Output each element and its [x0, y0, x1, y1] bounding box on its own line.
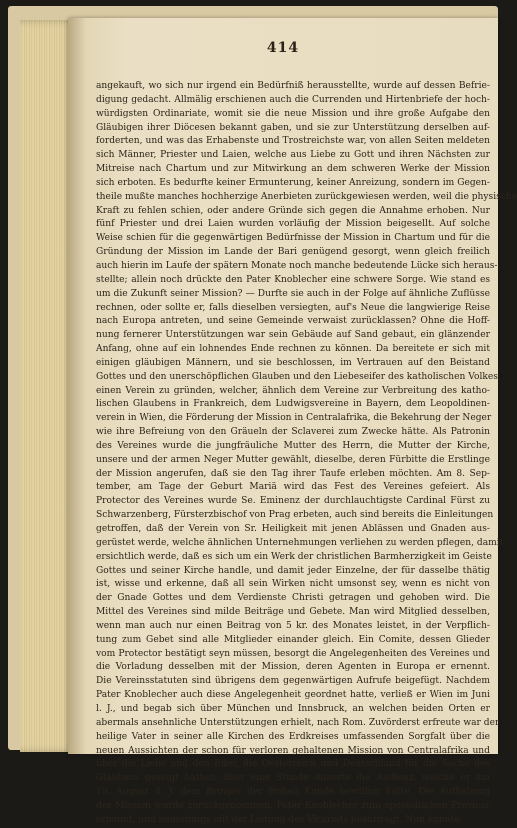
text-line: Protector des Vereines wurde Se. Eminenz der durchlauchtigste Cardinal Fürst zu — [96, 496, 490, 507]
text-line: lischen Glaubens in Frankreich, dem Ludwigsvereine in Bayern, dem Leopoldinen- — [96, 399, 490, 410]
text-line: stellte; allein noch drückte den Pater Knoblecher eine schwere Sorge. Wie stand es — [96, 274, 490, 285]
text-line: wie ihre Befreiung von den Gräueln der Sclaverei zum Zwecke hätte. Als Patronin — [96, 427, 490, 438]
text-line: getroffen, daß der Verein von Sr. Heiligkeit mit jenen Ablässen und Gnaden aus- — [96, 524, 490, 534]
text-line: verein in Wien, die Förderung der Mission in Centralafrika, die Bekehrung der Neger — [96, 413, 492, 424]
text-line: Mittel des Vereines sind milde Beiträge und Gebete. Man wird Mitglied desselben, — [96, 607, 490, 618]
text-line: Glaubens gezeigt hatten; über eine Stunde dauerte die Audienz, welche er am — [96, 773, 490, 784]
text-line: Weise schien für die gegenwärtigen Bedürfnisse der Mission in Chartum und für die — [96, 233, 490, 244]
text-line: vom Protector bestätigt seyn müssen, besorgt die Angelegenheiten des Vereines und — [96, 648, 490, 659]
text-line: Mitreise nach Chartum und zur Mitwirkung an dem schweren Werke der Mission — [96, 164, 490, 175]
text-line: Gottes und den unerschöpflichen Glauben und den Liebeseifer des katholischen Volkes, — [96, 371, 501, 382]
text-line: Kraft zu fehlen schien, oder andere Gründe sich gegen die Annahme erhoben. Nur — [96, 205, 490, 216]
text-line: angekauft, wo sich nur irgend ein Bedürfniß herausstellte, wurde auf dessen Befrie- — [96, 81, 490, 91]
text-line: Die Vereinsstatuten sind übrigens dem gegenwärtigen Aufrufe beigefügt. Nachdem — [96, 676, 490, 687]
text-line: unsere und der armen Neger Mutter gewählt, dieselbe, deren Fürbitte die Erstlinge — [96, 454, 490, 465]
text-line: ist, wisse und erkenne, daß all sein Wirken nicht umsonst sey, wenn es nicht von — [96, 579, 490, 590]
text-line: theile mußte manches hochherzige Anerbieten zurückgewiesen werden, weil die physische — [96, 191, 517, 202]
text-line: neuen Aussichten der schon für verloren gehaltenen Mission von Centralafrika und — [96, 745, 490, 756]
text-line: einen Verein zu gründen, welcher, ähnlich dem Vereine zur Verbreitung des katho- — [96, 385, 490, 396]
text-line: Anfang, ohne auf ein lohnendes Ende rechnen zu können. Da bereitete er sich mit — [96, 344, 490, 355]
text-line: tember, am Tage der Geburt Mariä wird das Fest des Vereines gefeiert. Als — [96, 482, 490, 493]
text-line: der Mission wurde zurückgenommen, Pater Knoblecher zum apostolischen Provicar — [96, 800, 490, 811]
text-line: ernannt, und neuerdings mit der Leitung des Vicariats beauftragt. Nun konnte — [96, 814, 460, 825]
text-line: sich Männer, Priester und Laien, welche aus Liebe zu Gott und ihren Nächsten zur — [96, 150, 490, 161]
text-line: rechnen, oder sollte er, falls dieselben versiegten, auf's Neue die langwierige Reise — [96, 302, 490, 313]
text-line: des Vereines wurde die jungfräuliche Mutter des Herrn, die Mutter der Kirche, — [96, 440, 490, 451]
text-line: um die Zukunft seiner Mission? — Durfte sie auch in der Folge auf ähnliche Zuflüsse — [96, 288, 490, 299]
text-line: tung zum Gebet sind alle Mitglieder einander gleich. Ein Comite, dessen Glieder — [96, 634, 490, 645]
text-line: ersichtlich werde, daß es sich um ein Werk der christlichen Barmherzigkeit im Geiste — [96, 551, 492, 562]
text-line: heilige Vater in seiner alle Kirchen des Erdkreises umfassenden Sorgfalt über die — [96, 731, 490, 742]
text-line: nung fernerer Unterstützungen war sein Gebäude auf Sand gebaut, ein glänzender — [96, 330, 490, 341]
text-line: wenn man auch nur einen Beitrag von 5 kr. des Monates leistet, in der Verpflich- — [96, 620, 490, 631]
text-line: 10. August d. J. dem Bringer der frohen Kunde bewilligt hatte. Die Aufhebung — [96, 787, 490, 798]
text-line: gerüstet werde, welche ähnlichen Unternehmungen verliehen zu werden pflegen, damit — [96, 537, 504, 548]
text-line: abermals ansehnliche Unterstützungen erhielt, nach Rom. Zuvörderst erfreute war der — [96, 717, 500, 728]
text-line: nach Europa antreten, und seine Gemeinde verwaist zurücklassen? Ohne die Hoff- — [96, 316, 490, 327]
text-line: fünf Priester und drei Laien wurden vorläufig der Mission beigesellt. Auf solche — [96, 219, 490, 230]
text-line: Gründung der Mission im Lande der Bari genügend gesorgt, wenn gleich freilich — [96, 247, 490, 258]
text-line: digung gedacht. Allmälig erschienen auch die Currenden und Hirtenbriefe der hoch- — [96, 94, 490, 105]
text-line: der Gnade Gottes und dem Verdienste Christi getragen und gehoben wird. Die — [96, 593, 490, 604]
text-line: einigen gläubigen Männern, und sie beschlossen, im Vertrauen auf den Beistand — [96, 357, 490, 368]
text-line: über die Liebe und den Eifer, die Oesterreich und Deutschland für die Sache des — [96, 759, 490, 770]
body-text — [96, 80, 517, 825]
book-page — [68, 18, 517, 825]
text-line: Pater Knoblecher auch diese Angelegenheit geordnet hatte, verließ er Wien im Juni — [96, 690, 490, 701]
text-line: forderten, und was das Erhabenste und Trostreichste war, von allen Seiten meldeten — [96, 136, 490, 147]
book — [8, 6, 517, 825]
text-line: sich erboten. Es bedurfte keiner Ermunterung, keiner Anreizung, sondern im Gegen- — [96, 177, 490, 188]
text-line: die Vorladung desselben mit der Mission, deren Agenten in Europa er ernennt. — [96, 662, 490, 673]
text-line: würdigsten Ordinariate, womit sie die neue Mission und ihre große Aufgabe den — [96, 108, 490, 119]
text-line: der Mission angerufen, daß sie den Tag ihrer Taufe erleben möchten. Am 8. Sep- — [96, 468, 490, 479]
text-line: Gottes und seiner Kirche handle, und damit jeder Einzelne, der für dasselbe thätig — [96, 565, 490, 576]
text-line: Gläubigen ihrer Diöcesen bekannt gaben, und sie zur Unterstützung derselben auf- — [96, 122, 490, 133]
text-line: auch hierin im Laufe der spätern Monate noch manche bedeutende Lücke sich heraus- — [96, 260, 498, 271]
page-number: 414 — [266, 40, 300, 56]
text-line: l. J., und begab sich über München und Innsbruck, an welchen beiden Orten er — [96, 703, 490, 714]
text-line: Schwarzenberg, Fürsterzbischof von Prag erbeten, auch sind bereits die Einleitungen — [96, 510, 494, 521]
